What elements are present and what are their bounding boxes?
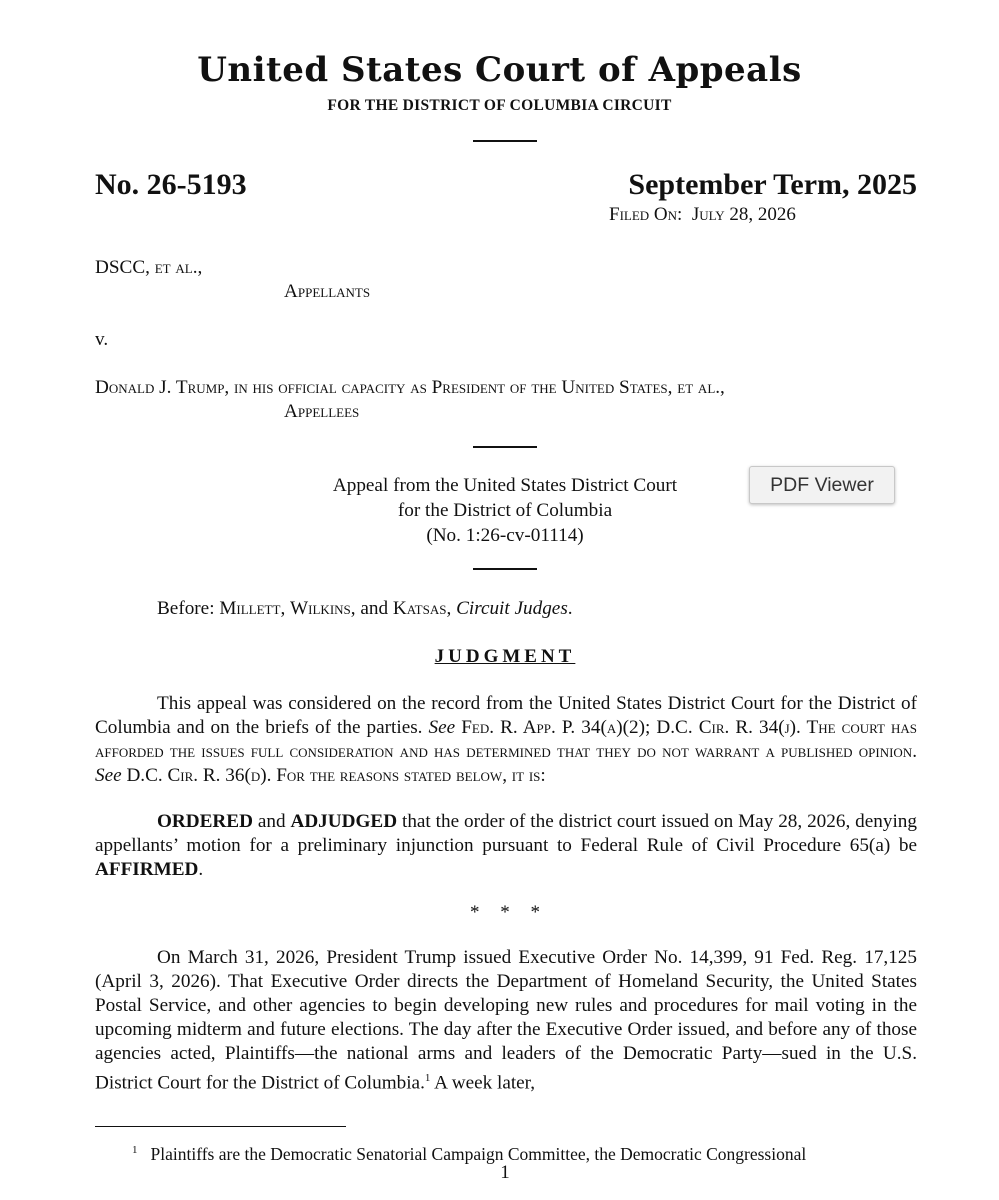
court-name: United States Court of Appeals xyxy=(197,50,802,90)
docket-number: No. 26-5193 xyxy=(95,168,247,201)
footnote-ref[interactable]: 1 xyxy=(424,1072,431,1084)
filed-on xyxy=(609,204,796,226)
versus: v. xyxy=(95,329,109,350)
paragraph-consideration xyxy=(95,692,917,788)
judges-title: Circuit Judges xyxy=(456,598,568,619)
pdf-viewer-button[interactable]: PDF Viewer xyxy=(749,466,895,504)
judge-separator: , xyxy=(280,598,291,619)
footnote-number: 1 xyxy=(132,1144,138,1156)
paragraph-background xyxy=(95,946,917,1095)
p3-text: On March 31, 2026, President Trump issued Executive Order No. 14,399, 91 Fed. Reg. 17,125 (April 3, 2026). That Executive Order directs the Department of Homeland Security, the United States Postal Service, and other agencies to begin developing new rules and procedures for mail voting in the upcoming midterm and future elections. The day after the Executive Order issued, and before any of those agencies acted, Plaintiffs—the national arms and leaders of the Democratic Party—sued in the U.S. District Court for the District of Columbia. xyxy=(95,947,917,1094)
p1-see-1: See xyxy=(428,717,456,738)
court-term: September Term, 2025 xyxy=(628,168,917,201)
page-number: 1 xyxy=(500,1162,510,1183)
appellant-name-text: DSCC, xyxy=(95,257,150,278)
judge-millett: Millett xyxy=(219,598,281,619)
appellee-name: Donald J. Trump, in his official capacity as President of the United States, et al., xyxy=(95,377,725,398)
judge-separator: , xyxy=(446,598,457,619)
appellee-role: Appellees xyxy=(284,401,360,422)
footnote xyxy=(95,1139,917,1165)
appeal-origin xyxy=(250,473,760,548)
p3-tail: A week later, xyxy=(430,1072,536,1094)
p2-and: and xyxy=(252,811,291,832)
appellant-suffix: et al., xyxy=(154,257,203,278)
footnote-text: Plaintiffs are the Democratic Senatorial Campaign Committee, the Democratic Congressional xyxy=(150,1143,807,1164)
section-break: * * * xyxy=(470,902,540,923)
appellant-role: Appellants xyxy=(284,281,371,302)
header-divider xyxy=(473,140,537,142)
appeal-line-1: Appeal from the United States District Court xyxy=(332,475,678,496)
judge-wilkins: Wilkins xyxy=(290,598,351,619)
filed-date: July 28, 2026 xyxy=(691,204,796,225)
panel-period: . xyxy=(567,598,573,619)
p2-end: . xyxy=(198,859,204,880)
appeal-divider xyxy=(473,568,537,570)
p1-see-2: See xyxy=(95,765,122,786)
before-label: Before: xyxy=(157,598,220,619)
p1-text-b: Fed. R. App. P. 34(a)(2); D.C. Cir. R. 34(j). The court has afforded the issues full consideration and has determined that they do not warrant a published opinion. xyxy=(95,717,917,762)
adjudged-label: ADJUDGED xyxy=(290,811,398,832)
judgment-heading: JUDGMENT xyxy=(434,646,576,667)
p1-text-c: D.C. Cir. R. 36(d). For the reasons stated below, it is: xyxy=(121,765,546,786)
ordered-label: ORDERED xyxy=(157,811,253,832)
p2-text: that the order of the district court issued on May 28, 2026, denying appellants’ motion for a preliminary injunction pursuant to Federal Rule of Civil Procedure 65(a) be xyxy=(95,811,917,856)
parties-divider xyxy=(473,446,537,448)
footnote-divider xyxy=(95,1126,346,1127)
appellant-name xyxy=(95,256,202,280)
affirmed-label: AFFIRMED xyxy=(95,859,199,880)
filed-label: Filed On: xyxy=(609,204,683,225)
p1-text-a: This appeal was considered on the record from the United States District Court for the District of Columbia and on the briefs of the parties. xyxy=(95,693,917,738)
circuit-name: FOR THE DISTRICT OF COLUMBIA CIRCUIT xyxy=(327,97,672,114)
paragraph-order xyxy=(95,810,917,882)
judge-separator: , and xyxy=(350,598,393,619)
appeal-line-2: for the District of Columbia xyxy=(397,500,613,521)
panel-judges xyxy=(157,597,573,621)
judge-katsas: Katsas xyxy=(392,598,447,619)
appeal-line-3: (No. 1:26-cv-01114) xyxy=(426,525,584,546)
